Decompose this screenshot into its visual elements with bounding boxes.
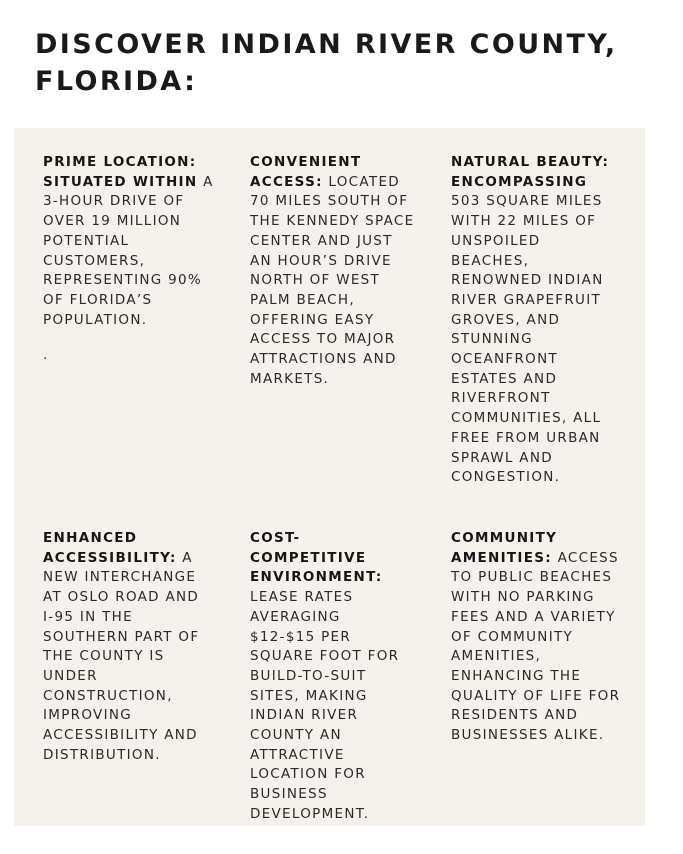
card-body: LEASE RATES AVERAGING $12-$15 PER SQUARE FOOT FOR BUILD-TO-SUIT SITES, MAKING INDIAN RIVER COUNTY AN ATTRACTIVE LOCATION FOR BUSINESS DEVELOPMENT. — [250, 589, 400, 822]
card-heading: ENHANCED ACCESSIBILITY: — [43, 530, 177, 566]
card-body: LOCATED 70 MILES SOUTH OF THE KENNEDY SPACE CENTER AND JUST AN HOUR’S DRIVE NORTH OF WEST PALM BEACH, OFFERING EASY ACCESS TO MAJOR ATTRACTIONS AND MARKETS. — [250, 173, 415, 387]
card-natural-beauty — [451, 153, 621, 488]
card-heading: NATURAL BEAUTY: ENCOMPASSING — [451, 154, 610, 190]
card-heading: COST-COMPETITIVE ENVIRONMENT: — [250, 530, 383, 586]
card-heading: CONVENIENT ACCESS: — [250, 154, 362, 190]
card-cost-competitive — [250, 529, 406, 825]
card-body: A NEW INTERCHANGE AT OSLO ROAD AND I-95 IN THE SOUTHERN PART OF THE COUNTY IS UNDER CONSTRUCTION, IMPROVING ACCESSIBILITY AND DISTRIBUTION. — [43, 549, 200, 763]
card-heading: COMMUNITY AMENITIES: — [451, 530, 558, 566]
card-enhanced-accessibility — [43, 529, 215, 765]
card-community-amenities — [451, 529, 633, 746]
card-body: A 3-HOUR DRIVE OF OVER 19 MILLION POTENTIAL CUSTOMERS, REPRESENTING 90% OF FLORIDA’S POPULATION. — [43, 173, 214, 328]
card-body: 503 SQUARE MILES WITH 22 MILES OF UNSPOILED BEACHES, RENOWNED INDIAN RIVER GRAPEFRUIT GROVES, AND STUNNING OCEANFRONT ESTATES AND RIVERFRONT COMMUNITIES, ALL FREE FROM URBAN SPRAWL AND CONGESTION. — [451, 193, 604, 486]
page-title: DISCOVER INDIAN RIVER COUNTY, FLORIDA: — [35, 29, 618, 97]
card-heading: PRIME LOCATION: SITUATED WITHIN — [43, 154, 198, 190]
highlights-panel — [14, 128, 645, 826]
card-convenient-access — [250, 153, 417, 389]
card-prime-location — [43, 153, 221, 330]
stray-dot: . — [43, 347, 48, 363]
card-body: ACCESS TO PUBLIC BEACHES WITH NO PARKING FEES AND A VARIETY OF COMMUNITY AMENITIES, ENHANCING THE QUALITY OF LIFE FOR RESIDENTS AND BUSINESSES ALIKE. — [451, 549, 621, 744]
